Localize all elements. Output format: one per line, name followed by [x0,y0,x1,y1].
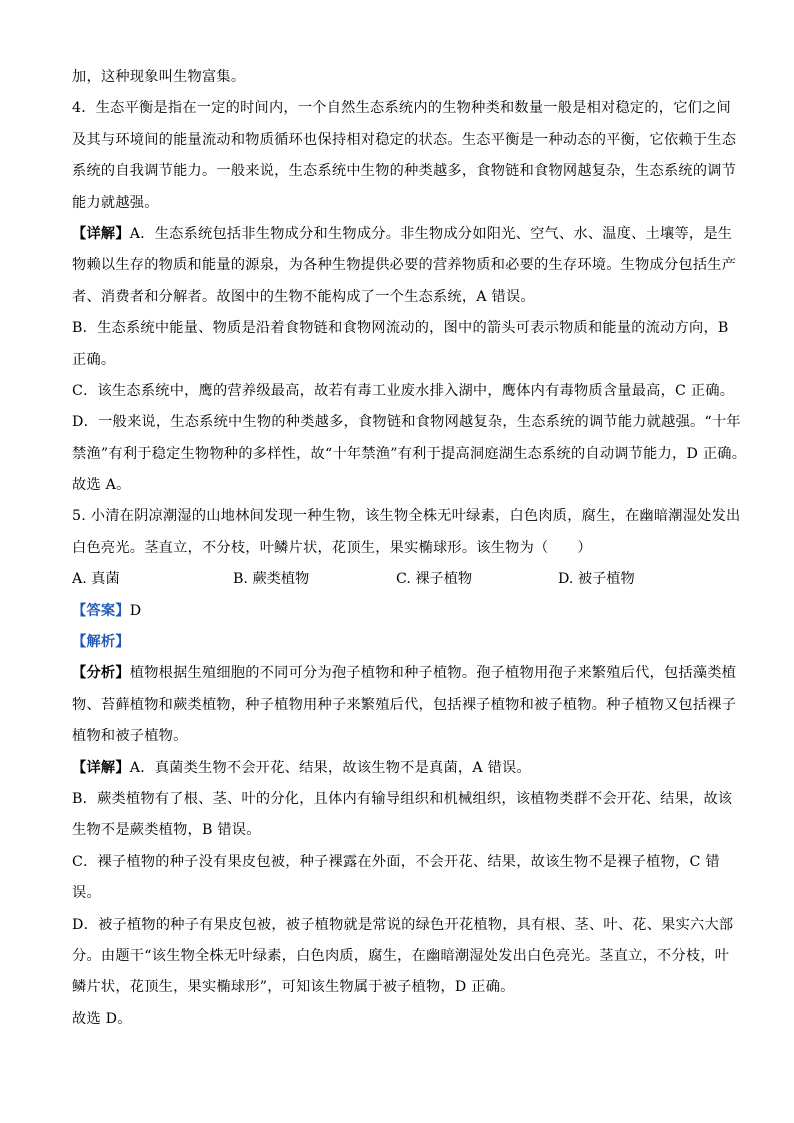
option-c: C. 裸子植物 [396,571,473,588]
text-line: 鳞片状，花顶生，果实椭球形”，可知该生物属于被子植物，D 正确。 [72,979,515,996]
text-line: C．裸子植物的种子没有果皮包被，种子裸露在外面，不会开花、结果，故该生物不是裸子植物，C 错 [72,853,720,870]
option-a: A. 真菌 [72,571,120,588]
analysis-line [72,658,737,689]
answer-options [72,564,722,595]
text-line: C．该生态系统中，鹰的营养级最高，故若有毒工业废水排入湖中，鹰体内有毒物质含量最高，C 正确。 [72,382,735,399]
text-line: 生物不是蕨类植物，B 错误。 [72,822,261,839]
text-line: 故选 A。 [72,477,131,494]
analysis-heading [72,627,722,658]
text-line: 加，这种现象叫生物富集。 [72,69,246,85]
text-line: 误。 [72,885,101,902]
text-line: 4．生态平衡是指在一定的时间内，一个自然生态系统内的生物种类和数量一般是相对稳定的，它们之间 [72,100,731,117]
text-line: 系统的自我调节能力。一般来说，生态系统中生物的种类越多，食物链和食物网越复杂，生态系统的调节 [72,163,737,180]
option-b: B. 蕨类植物 [233,571,310,588]
text-line: D．被子植物的种子有果皮包被，被子植物就是常说的绿色开花植物，具有根、茎、叶、花、果实六大部 [72,916,734,933]
text-line: 物赖以生存的物质和能量的源泉，为各种生物提供必要的营养物质和必要的生存环境。生物成分包括生产 [72,257,737,274]
answer-line [72,596,722,627]
text-line: D．一般来说，生态系统中生物的种类越多，食物链和食物网越复杂，生态系统的调节能力就越强。“十年 [72,414,741,431]
text-line: 故选 D。 [72,1010,132,1027]
text-line: 者、消费者和分解者。故图中的生物不能构成了一个生态系统，A 错误。 [72,288,535,305]
text-line: 正确。 [72,351,116,368]
detail-tag: 【详解】 [72,759,130,776]
question-stem-line: 5. 小清在阴凉潮湿的山地林间发现一种生物，该生物全株无叶绿素，白色肉质，腐生，在幽暗潮湿处发出 [72,508,741,525]
text-line: B．蕨类植物有了根、茎、叶的分化，且体内有输导组织和机械组织，该植物类群不会开花、结果，故该 [72,790,733,807]
text-line: 及其与环境间的能量流动和物质循环也保持相对稳定的状态。生态平衡是一种动态的平衡，它依赖于生态 [72,131,737,148]
detail-text: A．真菌类生物不会开花、结果，故该生物不是真菌，A 错误。 [129,759,531,776]
answer-tag: 【答案】 [72,602,130,619]
q5-detail-line [72,753,722,784]
document-page [72,62,747,1035]
analysis-subtag: 【分析】 [72,665,130,682]
detail-tag: 【详解】 [72,225,130,242]
answer-value: D [129,602,142,619]
analysis-tag: 【解析】 [72,634,130,651]
option-d: D. 被子植物 [558,571,635,588]
text-line: 分。由题干“该生物全株无叶绿素，白色肉质，腐生，在幽暗潮湿处发出白色亮光。茎直立，不分枝，叶 [72,947,730,964]
analysis-text: 植物根据生殖细胞的不同可分为孢子植物和种子植物。孢子植物用孢子来繁殖后代，包括藻类植 [129,665,737,682]
q4-detail-line [72,219,733,250]
question-stem-line: 白色亮光。茎直立，不分枝，叶鳞片状，花顶生，果实椭球形。该生物为（ ） [72,539,592,556]
text-line: 能力就越强。 [72,194,159,211]
detail-text: A．生态系统包括非生物成分和生物成分。非生物成分如阳光、空气、水、温度、土壤等，是生 [129,225,733,242]
text-line: B．生态系统中能量、物质是沿着食物链和食物网流动的，图中的箭头可表示物质和能量的流动方向，B [72,320,729,337]
text-line: 禁渔”有利于稳定生物物种的多样性，故“十年禁渔”有利于提高洞庭湖生态系统的自动调节能力，D 正确。 [72,445,747,462]
text-line: 物、苔藓植物和蕨类植物，种子植物用种子来繁殖后代，包括裸子植物和被子植物。种子植物又包括裸子 [72,696,737,713]
text-line: 植物和被子植物。 [72,728,188,745]
